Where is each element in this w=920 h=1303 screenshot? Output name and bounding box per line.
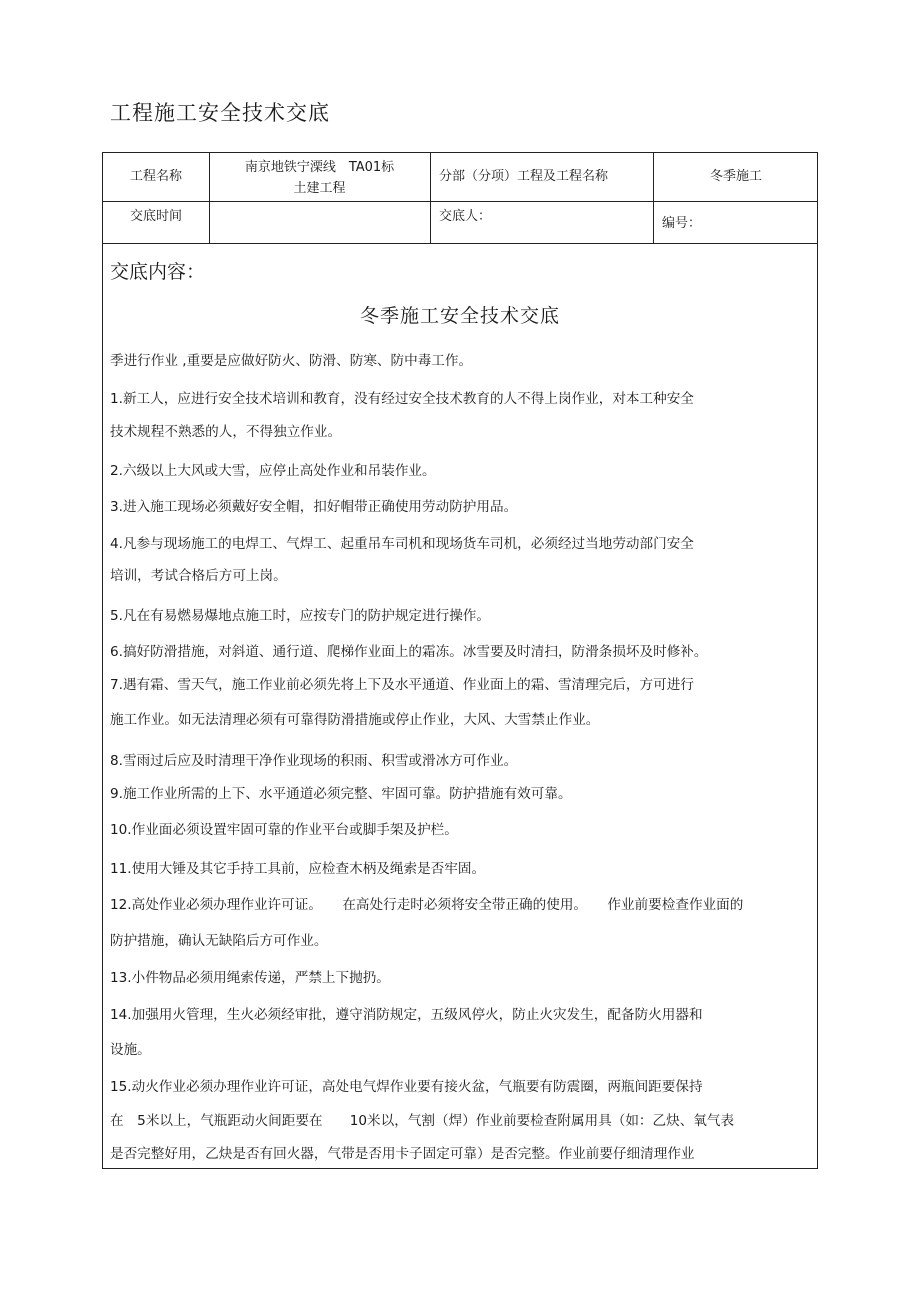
- content-line: 6.搞好防滑措施，对斜道、通行道、爬梯作业面上的霜冻。冰雪要及时清扫，防滑条损坏及时修补。: [110, 644, 708, 660]
- content-line: 施工作业。如无法清理必须有可靠得防滑措施或停止作业，大风、大雪禁止作业。: [110, 712, 600, 728]
- serial-number-label: 编号：: [662, 216, 702, 231]
- content-line: 技术规程不熟悉的人，不得独立作业。: [110, 424, 342, 440]
- project-name-label: 工程名称: [129, 169, 182, 184]
- content-line: 培训，考试合格后方可上岗。: [110, 568, 287, 584]
- handover-time-label: 交底时间: [129, 209, 182, 224]
- content-line: 15.动火作业必须办理作业许可证，高处电气焊作业要有接火盆，气瓶要有防震圈，两瓶间距要保持: [110, 1079, 703, 1095]
- content-line: 9.施工作业所需的上下、水平通道必须完整、牢固可靠。防护措施有效可靠。: [110, 786, 572, 802]
- handover-person-label: 交底人：: [439, 209, 492, 224]
- content-line: 2.六级以上大风或大雪，应停止高处作业和吊装作业。: [110, 463, 436, 479]
- content-line: 14.加强用火管理，生火必须经审批，遵守消防规定，五级风停火，防止火灾发生，配备防火用器和: [110, 1007, 703, 1023]
- content-line: 设施。: [110, 1042, 151, 1058]
- content-line: 是否完整好用，乙炔是否有回火器，气带是否用卡子固定可靠）是否完整。作业前要仔细清理作业: [110, 1146, 695, 1162]
- subproject-value: 冬季施工: [709, 169, 762, 184]
- content-line: 防护措施，确认无缺陷后方可作业。: [110, 933, 328, 949]
- content-line: 季进行作业 ,重要是应做好防火、防滑、防寒、防中毒工作。: [110, 353, 473, 369]
- content-line: 1.新工人，应进行安全技术培训和教育，没有经过安全技术教育的人不得上岗作业，对本工种安全: [110, 391, 694, 407]
- row-divider: [103, 201, 817, 202]
- subproject-label: 分部（分项）工程及工程名称: [439, 169, 609, 184]
- content-line: 5.凡在有易燃易爆地点施工时，应按专门的防护规定进行操作。: [110, 608, 490, 624]
- content-line: 10.作业面必须设置牢固可靠的作业平台或脚手架及护栏。: [110, 822, 458, 838]
- content-line: 3.进入施工现场必须戴好安全帽，扣好帽带正确使用劳动防护用品。: [110, 499, 518, 515]
- project-name-line1: 南京地铁宁溧线 TA01标: [244, 160, 395, 175]
- content-line: 8.雪雨过后应及时清理干净作业现场的积雨、积雪或滑冰方可作业。: [110, 753, 518, 769]
- content-line: 12.高处作业必须办理作业许可证。 在高处行走时必须将安全带正确的使用。 作业前要检查作业面的: [110, 897, 744, 913]
- content-line: 13.小件物品必须用绳索传递，严禁上下抛扔。: [110, 970, 390, 986]
- content-line: 在 5米以上，气瓶距动火间距要在 10米以，气割（焊）作业前要检查附属用具（如：乙炔、氧气表: [110, 1113, 735, 1129]
- content-title: 冬季施工安全技术交底: [359, 305, 560, 327]
- content-heading: 交底内容：: [110, 261, 206, 283]
- row-divider: [103, 243, 817, 244]
- project-name-line2: 土建工程: [293, 181, 346, 196]
- column-divider: [430, 153, 431, 243]
- document-title: 工程施工安全技术交底: [110, 101, 330, 125]
- content-line: 11.使用大锤及其它手持工具前，应检查木柄及绳索是否牢固。: [110, 861, 486, 877]
- content-line: 4.凡参与现场施工的电焊工、气焊工、起重吊车司机和现场货车司机，必须经过当地劳动部门安全: [110, 536, 694, 552]
- handover-form: [102, 152, 818, 1169]
- content-line: 7.遇有霜、雪天气，施工作业前必须先将上下及水平通道、作业面上的霜、雪清理完后，方可进行: [110, 677, 694, 693]
